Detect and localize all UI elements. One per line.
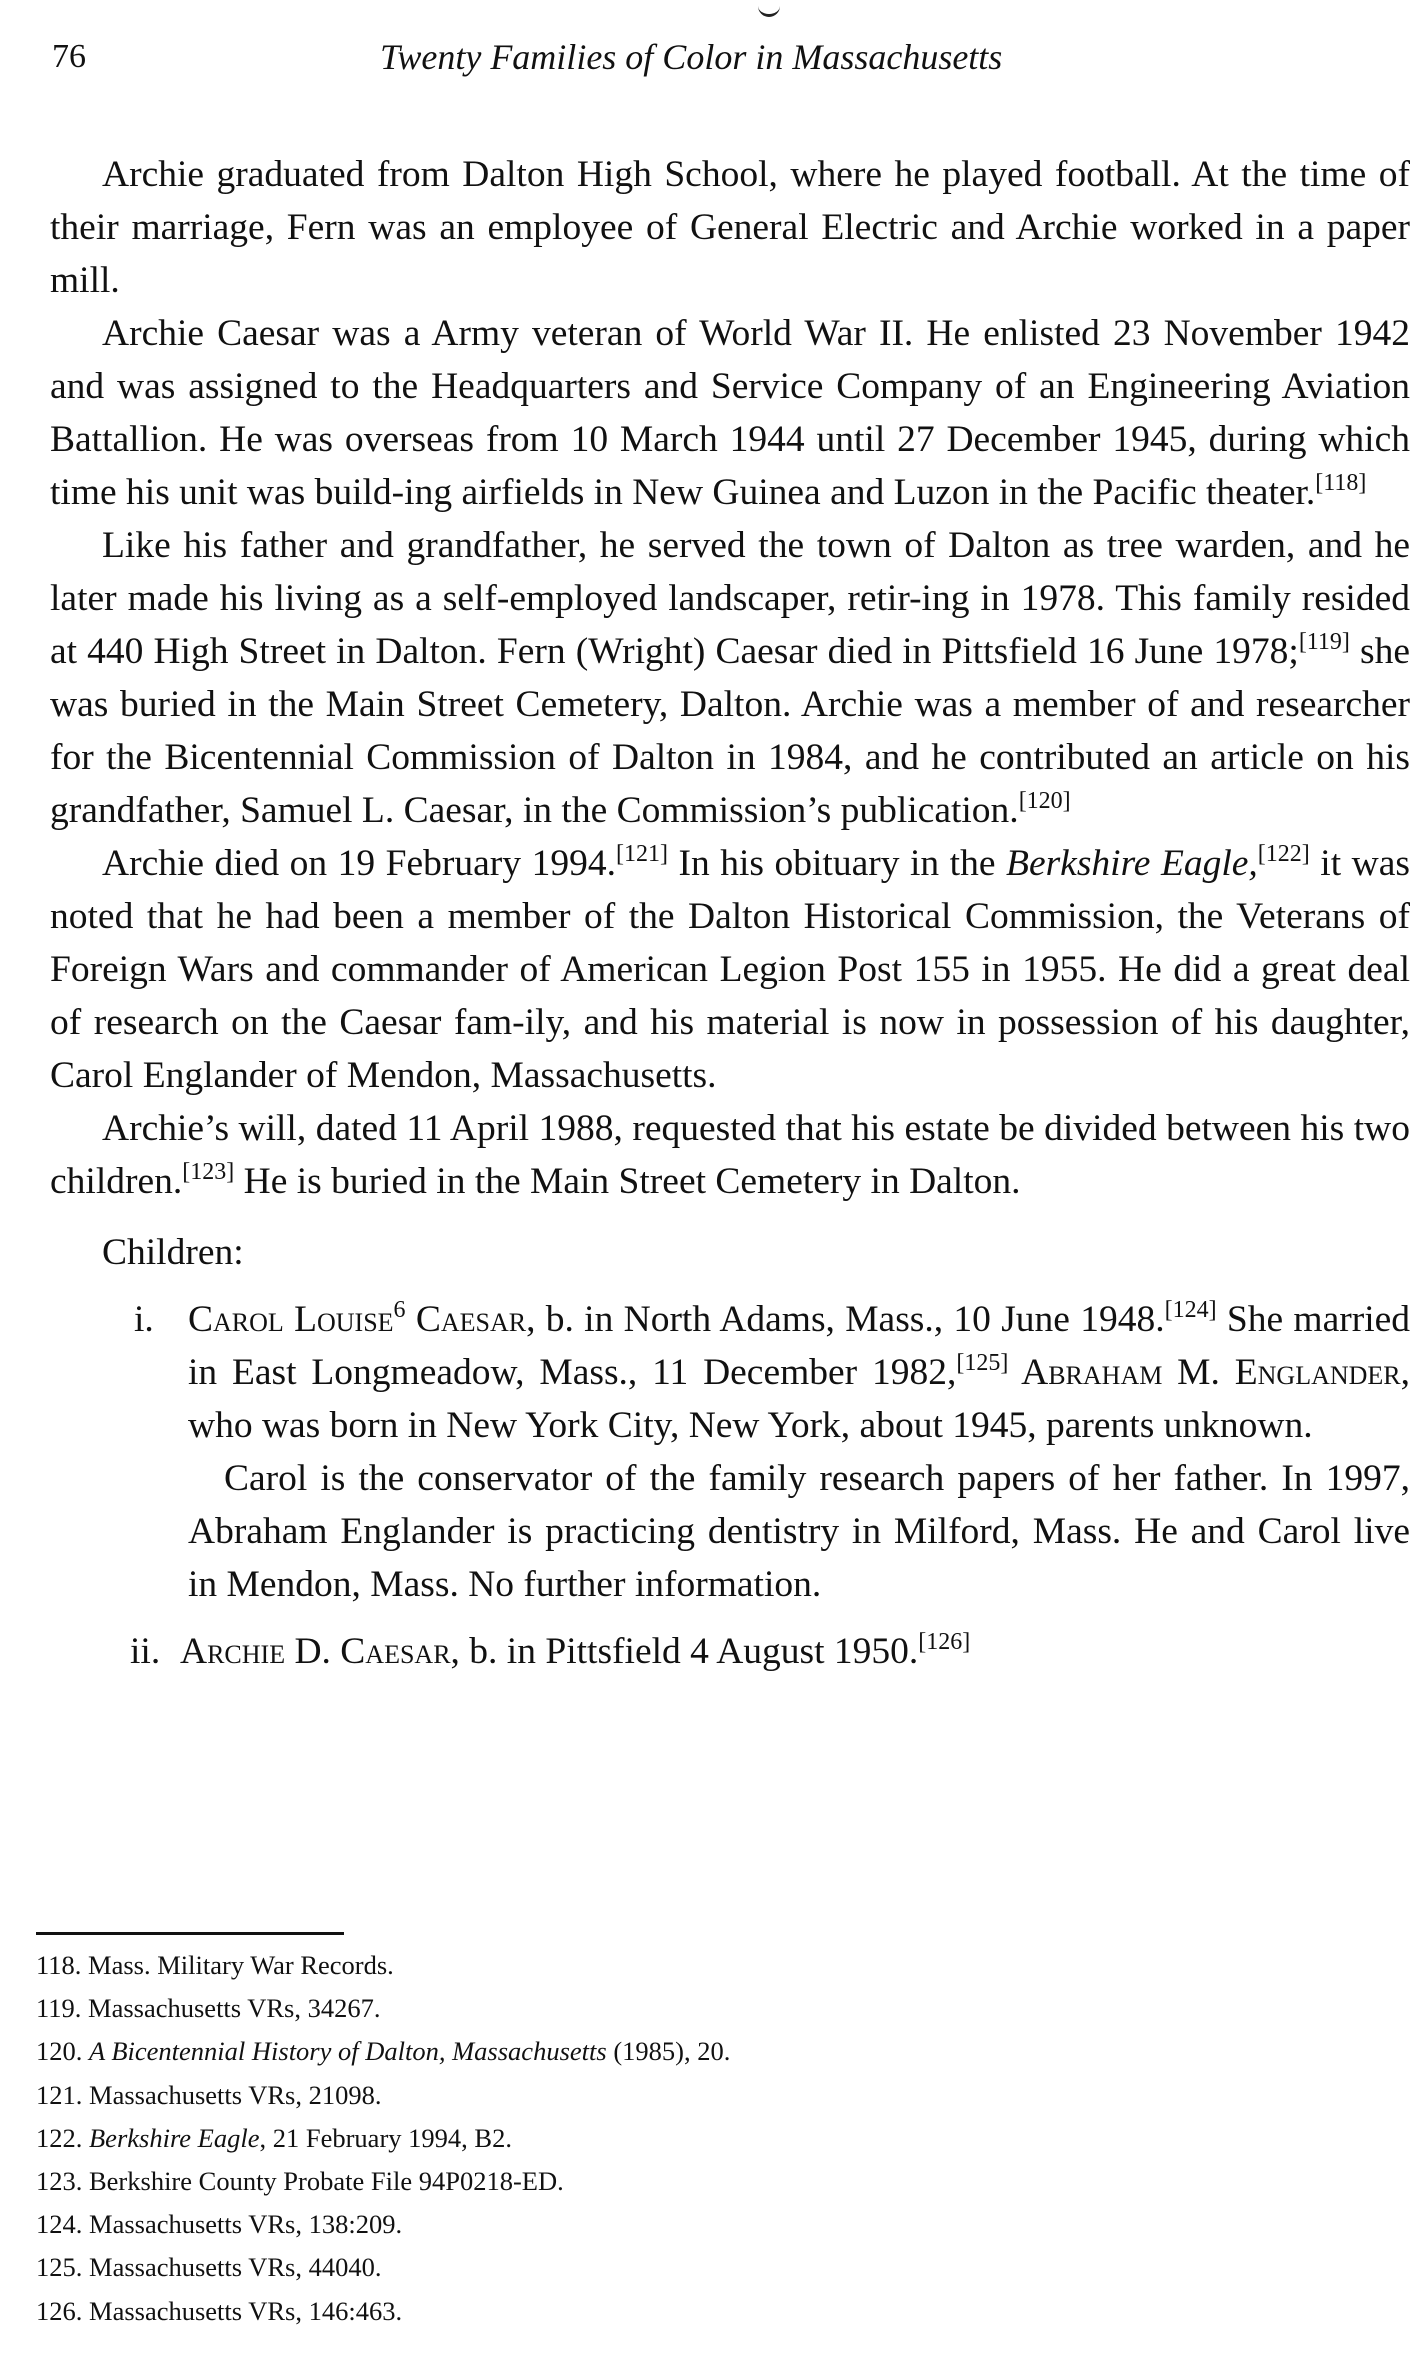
- paragraph-text: Archie died on 19 February 1994.: [102, 843, 616, 884]
- paragraph-text: she was buried in the Main Street Cemetery, Dalton. Archie was a member of and researcher for the Bicentennial Commission of Dalton in 1984, and he contributed an article on his grandfather, Samuel L. Caesar, in the Commission’s publication.: [50, 631, 1410, 831]
- scan-mark: [758, 0, 780, 17]
- child-text: , b. in Pittsfield 4 August 1950.: [450, 1631, 919, 1672]
- page-number: 76: [52, 38, 86, 75]
- child-number: ii.: [130, 1631, 161, 1672]
- paragraph: [50, 148, 1410, 307]
- footnote-divider: [36, 1932, 344, 1935]
- paragraph-text: Like his father and grandfather, he served the town of Dalton as tree warden, and he later made his living as a self-employed landscaper, retir-ing in 1978. This family resided at 440 High Street in Dalton. Fern (Wright) Caesar died in Pittsfield 16 June 1978;: [50, 525, 1410, 672]
- footnote: 121. Massachusetts VRs, 21098.: [36, 2079, 382, 2110]
- footnote-ref[interactable]: [124]: [1164, 1297, 1217, 1323]
- footnote-ref[interactable]: [125]: [956, 1350, 1009, 1376]
- paragraph-text: He is buried in the Main Street Cemetery in Dalton.: [234, 1161, 1021, 1202]
- paragraph-text: Archie graduated from Dalton High School, where he played football. At the time of their marriage, Fern was an employee of General Electric and Archie worked in a paper mill.: [50, 154, 1410, 301]
- footnote-ref[interactable]: [123]: [182, 1159, 235, 1185]
- children-heading: Children:: [102, 1232, 244, 1273]
- paragraph-text: Archie Caesar was a Army veteran of World War II. He enlisted 23 November 1942 and was assigned to the Headquarters and Service Company of an Engineering Aviation Battallion. He was overseas from 10 March 1944 until 27 December 1945, during which time his unit was build-ing airfields in New Guinea and Luzon in the Pacific theater.: [50, 313, 1410, 513]
- footnote: 118. Mass. Military War Records.: [36, 1950, 394, 1980]
- footnote: [36, 2117, 730, 2160]
- child-entry: [50, 1293, 1410, 1452]
- footnote: 124. Massachusetts VRs, 138:209.: [36, 2209, 403, 2240]
- spouse-name: Abraham M. Englander: [1008, 1352, 1401, 1393]
- child-note: Carol is the conservator of the family research papers of her father. In 1997, Abraham Englander is practicing dentistry in Milford, Mass. He and Carol live in Mendon, Mass. No further information.: [188, 1458, 1410, 1605]
- paragraph: [50, 519, 1410, 837]
- footnote: [36, 2030, 730, 2073]
- footnote: 126. Massachusetts VRs, 146:463.: [36, 2295, 403, 2326]
- paragraph-text: it was noted that he had been a member of the Dalton Historical Commission, the Veterans of Foreign Wars and commander of American Legion Post 155 in 1955. He did a great deal of research on the Caesar fam-ily, and his material is now in possession of his daughter, Carol Englander of Mendon, Massachusetts.: [50, 843, 1410, 1096]
- footnote-ref[interactable]: [119]: [1298, 629, 1350, 655]
- child-text: , who was born in New York City, New York, about 1945, parents unknown.: [188, 1352, 1411, 1446]
- footnote-number: 120.: [36, 2036, 89, 2067]
- footnote: 119. Massachusetts VRs, 34267.: [36, 1993, 381, 2024]
- footnote-ref[interactable]: [122]: [1257, 841, 1310, 867]
- footnote-ref[interactable]: [121]: [615, 841, 668, 867]
- generation-number: 6: [393, 1297, 406, 1323]
- newspaper-title: Berkshire Eagle,: [1006, 843, 1258, 884]
- paragraph: [50, 1102, 1410, 1208]
- footnote-ref[interactable]: [120]: [1018, 788, 1071, 814]
- child-text: She married in East Longmeadow, Mass., 11 December 1982,: [188, 1299, 1411, 1393]
- footnote: 125. Massachusetts VRs, 44040.: [36, 2252, 382, 2283]
- footnote-number: 122.: [36, 2122, 89, 2153]
- paragraph: [50, 307, 1410, 519]
- book-title: A Bicentennial History of Dalton, Massachusetts: [89, 2036, 607, 2067]
- body-text: [50, 148, 1410, 1678]
- child-number: i.: [134, 1299, 154, 1340]
- child-name: Carol Louise: [188, 1299, 394, 1340]
- running-title: Twenty Families of Color in Massachusetts: [380, 37, 1003, 77]
- newspaper-title: Berkshire Eagle: [89, 2122, 260, 2153]
- child-entry: [50, 1625, 1410, 1678]
- footnote: 123. Berkshire County Probate File 94P0218-ED.: [36, 2166, 564, 2197]
- paragraph-text: Archie’s will, dated 11 April 1988, requested that his estate be divided between his two children.: [50, 1108, 1410, 1202]
- footnote-ref[interactable]: [118]: [1315, 470, 1367, 496]
- footnote-text: , 21 February 1994, B2.: [259, 2122, 512, 2153]
- child-name: Archie D. Caesar: [180, 1631, 451, 1672]
- child-surname: Caesar: [405, 1299, 527, 1340]
- child-text: , b. in North Adams, Mass., 10 June 1948.: [526, 1299, 1165, 1340]
- footnote-ref[interactable]: [126]: [918, 1629, 971, 1655]
- paragraph: [50, 837, 1410, 1102]
- footnote-text: (1985), 20.: [606, 2036, 731, 2067]
- footnotes: [36, 1944, 730, 2333]
- paragraph-text: In his obituary in the: [667, 843, 1007, 884]
